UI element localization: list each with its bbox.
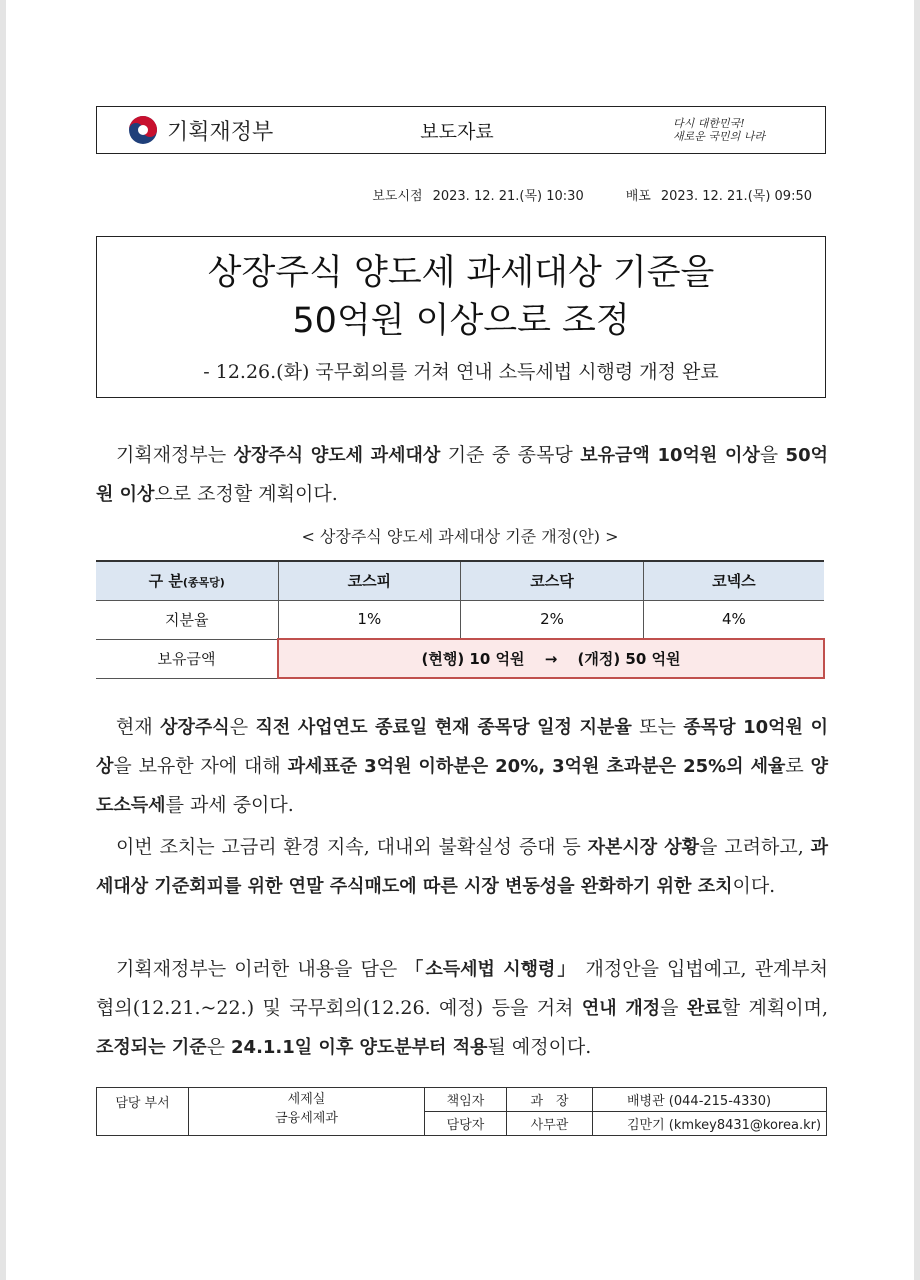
- text: 으로 조정할 계획이다.: [154, 483, 338, 505]
- text: 할 계획이며,: [721, 997, 828, 1019]
- text: 될 예정이다.: [487, 1036, 592, 1058]
- role: 담당자: [425, 1112, 507, 1136]
- text: 은: [229, 716, 256, 738]
- embargo-label: 보도시점: [372, 189, 423, 204]
- subtitle: - 12.26.(화) 국무회의를 거쳐 연내 소득세법 시행령 개정 완료: [203, 361, 719, 383]
- scan-edge: [0, 0, 6, 1280]
- paragraph: [96, 436, 828, 514]
- text: 기획재정부는 이러한 내용을 담은: [116, 958, 406, 980]
- paragraph: [96, 828, 828, 906]
- header-cell: 코스피: [278, 561, 461, 600]
- embargo-date: 2023. 12. 21.(목) 10:30: [432, 189, 584, 204]
- paragraph: [96, 950, 828, 1067]
- main-title: [97, 249, 825, 345]
- ministry-name: 기획재정부: [167, 119, 274, 145]
- table-row: [96, 600, 824, 639]
- title-box: [96, 236, 826, 398]
- bold-text: 종목당 10억원 이상: [96, 717, 828, 777]
- bold-text: 양도소득세: [96, 756, 828, 816]
- title: 과 장: [507, 1088, 593, 1112]
- text: 개정안을 입법예고, 관계부처 협의(12.21.~22.) 및 국무회의(12.26. 예정) 등을 거쳐: [96, 958, 828, 1019]
- cell: 2%: [461, 600, 644, 639]
- slogan-line: 새로운 국민의 나라: [672, 130, 765, 143]
- bold-text: 과세대상 기준회피를 위한 연말 주식매도에 따른 시장 변동성을 완화하기 위한 조치: [96, 837, 828, 897]
- bold-text: 24.1.1일 이후 양도분부터 적용: [231, 1037, 488, 1058]
- header-cell: 코넥스: [643, 561, 824, 600]
- table-header-row: [96, 561, 824, 600]
- text: 을: [660, 997, 687, 1019]
- dept-label: 담당 부서: [97, 1088, 189, 1136]
- slogan-line: 다시 대한민국!: [672, 117, 745, 130]
- doc-type: 보도자료: [420, 120, 494, 143]
- text: 기획재정부는: [116, 444, 234, 466]
- contact-name: 김만기 (kmkey8431@korea.kr): [593, 1112, 827, 1136]
- text: 또는: [631, 716, 684, 738]
- bold-text: 「소득세법 시행령」: [405, 959, 578, 980]
- bold-text: 연내 개정: [581, 998, 661, 1019]
- bold-text: 직전 사업연도 종료일 현재 종목당 일정 지분율: [255, 717, 632, 738]
- text: 로: [785, 755, 811, 777]
- text: 은: [206, 1036, 232, 1058]
- bold-text: 상장주식 양도세 과세대상: [233, 445, 441, 466]
- cell: 4%: [643, 600, 824, 639]
- scan-edge: [914, 0, 920, 1280]
- title: 사무관: [507, 1112, 593, 1136]
- text: 을 보유한 자에 대해: [113, 755, 288, 777]
- text: 을 고려하고,: [699, 836, 811, 858]
- bold-text: 조정되는 기준: [96, 1037, 207, 1058]
- bold-text: 완료: [686, 998, 722, 1019]
- row-label: 지분율: [96, 600, 278, 639]
- text: 이번 조치는 고금리 환경 지속, 대내외 불확실성 증대 등: [116, 836, 588, 858]
- header-cell: 코스닥: [461, 561, 644, 600]
- title-line: 상장주식 양도세 과세대상 기준을: [207, 253, 715, 293]
- press-header: [96, 106, 826, 154]
- cell: 1%: [278, 600, 461, 639]
- title-line: 50억원 이상으로 조정: [292, 301, 630, 341]
- criteria-table: [96, 560, 825, 679]
- dept: 세제실 금융세제과: [189, 1088, 425, 1136]
- ministry-logo: [127, 114, 377, 146]
- bold-text: 보유금액 10억원 이상: [580, 445, 760, 466]
- header-cell: 구 분(종목당): [96, 561, 278, 600]
- slogan: [673, 117, 765, 143]
- role: 책임자: [425, 1088, 507, 1112]
- table-caption: < 상장주식 양도세 과세대상 기준 개정(안) >: [301, 527, 619, 546]
- highlight-cell: (현행) 10 억원 → (개정) 50 억원: [278, 639, 824, 678]
- table-row: [96, 639, 824, 678]
- bold-text: 50억원 이상: [96, 445, 828, 505]
- bold-text: 과세표준 3억원 이하분은 20%, 3억원 초과분은 25%의 세율: [287, 756, 786, 777]
- text: 기준 중 종목당: [440, 444, 581, 466]
- release-dates: [372, 185, 812, 204]
- text: 이다.: [732, 875, 776, 897]
- contact-table: [96, 1087, 827, 1136]
- row-label: 보유금액: [96, 639, 278, 678]
- text: 현재: [116, 716, 161, 738]
- text: 를 과세 중이다.: [165, 794, 294, 816]
- dist-date: 2023. 12. 21.(목) 09:50: [660, 189, 812, 204]
- contact-name: 배병관 (044-215-4330): [593, 1088, 827, 1112]
- text: 을: [759, 444, 786, 466]
- dist-label: 배포: [625, 189, 651, 204]
- bold-text: 상장주식: [160, 717, 230, 738]
- taegeuk-icon: [127, 114, 159, 146]
- bold-text: 자본시장 상황: [587, 837, 700, 858]
- paragraph: [96, 708, 828, 825]
